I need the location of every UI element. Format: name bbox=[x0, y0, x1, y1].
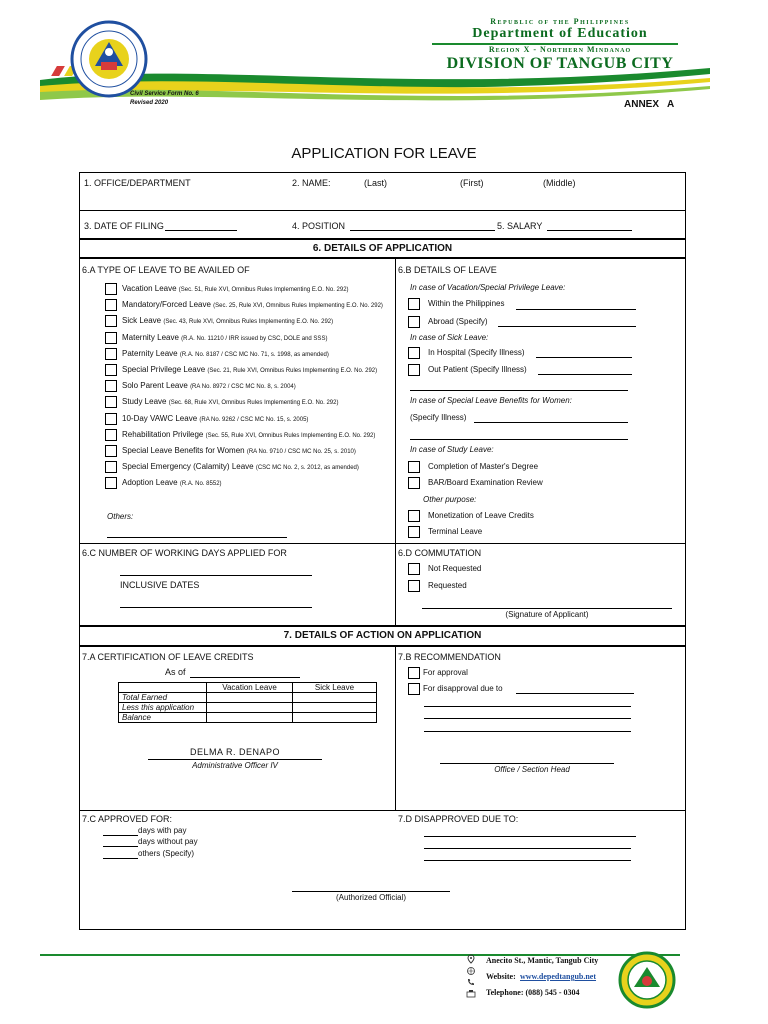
inclusive-dates-label: INCLUSIVE DATES bbox=[120, 580, 200, 590]
disapproved-reason-field[interactable] bbox=[424, 836, 636, 837]
division-seal-icon bbox=[618, 951, 676, 1009]
leave-type-item bbox=[122, 447, 356, 455]
position-label: 4. POSITION bbox=[292, 221, 346, 231]
leave-type-item bbox=[122, 382, 296, 390]
days-with-pay-label: days with pay bbox=[138, 826, 187, 835]
leave-type-item bbox=[122, 366, 377, 374]
leave-type-reference: (R.A. No. 8187 / CSC MC No. 71, s. 1998, as amended) bbox=[179, 351, 329, 358]
officer-title: Administrative Officer IV bbox=[192, 761, 278, 770]
days-with-pay-field[interactable] bbox=[103, 835, 138, 836]
leave-type-item bbox=[122, 479, 222, 487]
leave-type-name: Vacation Leave bbox=[122, 284, 177, 293]
outpatient-field-2[interactable] bbox=[410, 390, 628, 391]
inclusive-dates-field[interactable] bbox=[120, 607, 312, 608]
days-without-pay-field[interactable] bbox=[103, 846, 138, 847]
leave-type-checkbox[interactable] bbox=[105, 299, 117, 311]
working-days-field[interactable] bbox=[120, 575, 312, 576]
leave-type-name: Maternity Leave bbox=[122, 332, 179, 342]
certification-title: 7.A CERTIFICATION OF LEAVE CREDITS bbox=[82, 652, 254, 662]
requested-label: Requested bbox=[428, 581, 467, 590]
leave-type-checkbox[interactable] bbox=[105, 445, 117, 457]
disapproved-reason-field-3[interactable] bbox=[424, 860, 631, 861]
leave-type-name: Solo Parent Leave bbox=[122, 381, 188, 391]
women-illness-field[interactable] bbox=[474, 422, 628, 423]
leave-type-reference: (Sec. 21, Rule XVI, Omnibus Rules Implementing E.O. No. 292) bbox=[207, 368, 378, 374]
leave-type-item bbox=[122, 301, 383, 309]
masters-label: Completion of Master's Degree bbox=[428, 462, 539, 471]
balance-vacation[interactable] bbox=[207, 713, 293, 723]
recommendation-title: 7.B RECOMMENDATION bbox=[398, 652, 501, 662]
total-earned-vacation[interactable] bbox=[207, 693, 293, 703]
outpatient-field[interactable] bbox=[538, 374, 632, 375]
leave-type-name: Study Leave bbox=[122, 397, 167, 407]
leave-type-reference: (R.A. No. 11210 / IRR issued by CSC, DOLE and SSS) bbox=[181, 335, 328, 342]
row-divider bbox=[79, 210, 686, 211]
working-days-title: 6.C NUMBER OF WORKING DAYS APPLIED FOR bbox=[82, 548, 287, 558]
leave-type-item bbox=[122, 463, 359, 471]
disapproval-reason-field[interactable] bbox=[516, 693, 634, 694]
not-requested-checkbox[interactable] bbox=[408, 563, 420, 575]
balance-sick[interactable] bbox=[293, 713, 377, 723]
disapproval-reason-field-2[interactable] bbox=[424, 706, 631, 707]
details-title: 6.B DETAILS OF LEAVE bbox=[398, 265, 497, 275]
total-earned-label: Total Earned bbox=[119, 693, 207, 703]
leave-type-reference: (RA No. 9262 / CSC MC No. 15, s. 2005) bbox=[199, 416, 309, 423]
abroad-label: Abroad (Specify) bbox=[428, 317, 488, 326]
office-label: 1. OFFICE/DEPARTMENT bbox=[84, 178, 191, 188]
less-application-vacation[interactable] bbox=[207, 703, 293, 713]
abroad-checkbox[interactable] bbox=[408, 316, 420, 328]
for-disapproval-checkbox[interactable] bbox=[408, 683, 420, 695]
less-application-sick[interactable] bbox=[293, 703, 377, 713]
leave-type-reference: (Sec. 43, Rule XVI, Omnibus Rules Implementing E.O. No. 292) bbox=[163, 319, 334, 326]
masters-checkbox[interactable] bbox=[408, 461, 420, 473]
for-approval-label: For approval bbox=[423, 668, 468, 677]
form-revised: Revised 2020 bbox=[130, 100, 169, 106]
leave-type-reference: (R.A. No. 8552) bbox=[179, 481, 222, 488]
section-rule bbox=[79, 625, 686, 627]
position-field[interactable] bbox=[350, 230, 495, 231]
officer-name: DELMA R. DENAPO bbox=[189, 747, 281, 757]
terminal-checkbox[interactable] bbox=[408, 526, 420, 538]
leave-type-reference: (Sec. 25, Rule XVI, Omnibus Rules Implementing E.O. No. 292) bbox=[213, 303, 383, 310]
approved-for-title: 7.C APPROVED FOR: bbox=[82, 814, 173, 824]
col-vacation-header: Vacation Leave bbox=[207, 683, 293, 693]
footer-address: Anecito St., Mantic, Tangub City bbox=[486, 956, 599, 965]
vacation-case-label: In case of Vacation/Special Privilege Leave: bbox=[410, 283, 566, 292]
leave-type-name: 10-Day VAWC Leave bbox=[122, 413, 198, 423]
hospital-label: In Hospital (Specify Illness) bbox=[428, 348, 525, 357]
within-ph-checkbox[interactable] bbox=[408, 298, 420, 310]
monetization-label: Monetization of Leave Credits bbox=[428, 511, 534, 520]
footer-telephone: Telephone: (088) 545 - 0304 bbox=[486, 988, 580, 997]
leave-type-reference: (CSC MC No. 2, s. 2012, as amended) bbox=[255, 465, 359, 472]
name-first-label: (First) bbox=[460, 178, 484, 188]
officer-signature-line[interactable] bbox=[148, 759, 322, 760]
name-label: 2. NAME: bbox=[292, 178, 331, 188]
abroad-field[interactable] bbox=[498, 326, 636, 327]
hospital-checkbox[interactable] bbox=[408, 347, 420, 359]
monetization-checkbox[interactable] bbox=[408, 510, 420, 522]
leave-type-checkbox[interactable] bbox=[105, 396, 117, 408]
commutation-title: 6.D COMMUTATION bbox=[398, 548, 482, 558]
leave-type-name: Mandatory/Forced Leave bbox=[122, 300, 211, 310]
specify-illness-label: (Specify Illness) bbox=[410, 413, 467, 422]
other-purpose-label: Other purpose: bbox=[423, 495, 477, 504]
leave-type-name: Sick Leave bbox=[122, 316, 162, 326]
bar-review-checkbox[interactable] bbox=[408, 477, 420, 489]
as-of-label: As of bbox=[165, 667, 186, 677]
region-text: Region X - Northern Mindanao bbox=[488, 45, 632, 54]
disapproval-reason-field-3[interactable] bbox=[424, 718, 631, 719]
column-divider bbox=[395, 259, 396, 543]
section7-heading: 7. DETAILS OF ACTION ON APPLICATION bbox=[283, 630, 482, 641]
hospital-field[interactable] bbox=[536, 357, 632, 358]
salary-label: 5. SALARY bbox=[497, 221, 543, 231]
leave-type-checkbox[interactable] bbox=[105, 380, 117, 392]
leave-type-reference: (Sec. 55, Rule XVI, Omnibus Rules Implementing E.O. No. 292) bbox=[205, 432, 376, 439]
column-divider bbox=[395, 647, 396, 810]
deped-seal-icon bbox=[70, 20, 148, 98]
filing-label: 3. DATE OF FILING bbox=[84, 221, 164, 231]
leave-type-item bbox=[122, 398, 338, 406]
leave-type-name: Special Privilege Leave bbox=[122, 365, 206, 374]
for-approval-checkbox[interactable] bbox=[408, 667, 420, 679]
leave-type-item bbox=[122, 431, 375, 439]
globe-icon bbox=[466, 966, 476, 976]
bar-review-label: BAR/Board Examination Review bbox=[428, 478, 543, 487]
disapproval-reason-field-4[interactable] bbox=[424, 731, 631, 732]
column-divider bbox=[395, 543, 396, 625]
leave-type-checkbox[interactable] bbox=[105, 348, 117, 360]
row-divider bbox=[79, 543, 686, 544]
footer-website-link[interactable]: www.depedtangub.net bbox=[520, 972, 597, 981]
others-field[interactable] bbox=[107, 537, 287, 538]
leave-type-item bbox=[122, 334, 327, 342]
leave-type-name: Rehabilitation Privilege bbox=[122, 429, 204, 439]
leave-type-checkbox[interactable] bbox=[105, 477, 117, 489]
leave-type-checkbox[interactable] bbox=[105, 429, 117, 441]
name-last-label: (Last) bbox=[364, 178, 388, 188]
fax-icon bbox=[466, 989, 476, 999]
leave-type-reference: (RA No. 8972 / CSC MC No. 8, s. 2004) bbox=[190, 384, 296, 391]
disapproved-title: 7.D DISAPPROVED DUE TO: bbox=[398, 814, 519, 824]
name-middle-label: (Middle) bbox=[543, 178, 576, 188]
authorized-label: (Authorized Official) bbox=[335, 893, 407, 902]
within-ph-label: Within the Philippines bbox=[428, 299, 505, 308]
leave-type-title: 6.A TYPE OF LEAVE TO BE AVAILED OF bbox=[82, 265, 250, 275]
leave-type-checkbox[interactable] bbox=[105, 283, 117, 295]
for-disapproval-label: For disapproval due to bbox=[423, 684, 503, 693]
page-title: APPLICATION FOR LEAVE bbox=[291, 145, 477, 162]
salary-field[interactable] bbox=[547, 230, 632, 231]
leave-type-reference: (Sec. 51, Rule XVI, Omnibus Rules Implementing E.O. No. 292) bbox=[178, 287, 349, 293]
location-icon bbox=[466, 954, 476, 964]
authorized-signature-line[interactable] bbox=[292, 891, 450, 892]
others-label: Others: bbox=[107, 512, 134, 521]
republic-text: Republic of the Philippines bbox=[490, 17, 630, 26]
leave-type-reference: (RA No. 9710 / CSC MC No. 25, s. 2010) bbox=[246, 449, 356, 455]
within-ph-field[interactable] bbox=[516, 309, 636, 310]
section6-heading: 6. DETAILS OF APPLICATION bbox=[312, 243, 453, 254]
leave-credits-table bbox=[118, 682, 377, 723]
division-text: DIVISION OF TANGUB CITY bbox=[446, 55, 674, 72]
office-head-signature-line[interactable] bbox=[440, 763, 614, 764]
days-without-pay-label: days without pay bbox=[138, 837, 198, 846]
leave-type-name: Adoption Leave bbox=[122, 478, 178, 488]
leave-type-checkbox[interactable] bbox=[105, 364, 117, 376]
others-specify-label: others (Specify) bbox=[138, 849, 195, 858]
leave-type-name: Paternity Leave bbox=[122, 348, 178, 358]
requested-checkbox[interactable] bbox=[408, 580, 420, 592]
footer-website-label: Website: bbox=[486, 972, 516, 981]
leave-type-item bbox=[122, 285, 349, 293]
leave-type-checkbox[interactable] bbox=[105, 315, 117, 327]
outpatient-label: Out Patient (Specify Illness) bbox=[428, 365, 527, 374]
leave-type-item bbox=[122, 350, 329, 358]
form-number: Civil Service Form No. 6 bbox=[130, 91, 199, 97]
annex-label: ANNEX A bbox=[624, 99, 675, 110]
not-requested-label: Not Requested bbox=[428, 564, 482, 573]
women-case-label: In case of Special Leave Benefits for Women: bbox=[410, 396, 572, 405]
as-of-field[interactable] bbox=[190, 677, 300, 678]
others-specify-field[interactable] bbox=[103, 858, 138, 859]
leave-type-checkbox[interactable] bbox=[105, 461, 117, 473]
applicant-signature-label: (Signature of Applicant) bbox=[505, 610, 589, 619]
phone-icon bbox=[466, 977, 476, 987]
section-rule bbox=[79, 645, 686, 647]
leave-type-name: Special Emergency (Calamity) Leave bbox=[122, 462, 254, 472]
leave-type-reference: (Sec. 68, Rule XVI, Omnibus Rules Implementing E.O. No. 292) bbox=[168, 400, 339, 407]
office-head-label: Office / Section Head bbox=[494, 765, 570, 774]
study-case-label: In case of Study Leave: bbox=[410, 445, 494, 454]
col-sick-header: Sick Leave bbox=[293, 683, 377, 693]
total-earned-sick[interactable] bbox=[293, 693, 377, 703]
leave-type-checkbox[interactable] bbox=[105, 413, 117, 425]
less-application-label: Less this application bbox=[119, 703, 207, 713]
terminal-label: Terminal Leave bbox=[428, 527, 483, 536]
department-text: Department of Education bbox=[472, 26, 648, 41]
disapproved-reason-field-2[interactable] bbox=[424, 848, 631, 849]
section-rule bbox=[79, 238, 686, 240]
leave-type-item bbox=[122, 317, 333, 325]
filing-field[interactable] bbox=[165, 230, 237, 231]
sick-case-label: In case of Sick Leave: bbox=[410, 333, 489, 342]
applicant-signature-line[interactable] bbox=[422, 608, 672, 609]
leave-type-item bbox=[122, 415, 308, 423]
leave-type-name: Special Leave Benefits for Women bbox=[122, 446, 245, 455]
balance-label: Balance bbox=[119, 713, 207, 723]
leave-type-checkbox[interactable] bbox=[105, 332, 117, 344]
section-rule bbox=[79, 257, 686, 259]
row-divider bbox=[79, 810, 686, 811]
outpatient-checkbox[interactable] bbox=[408, 364, 420, 376]
women-illness-field-2[interactable] bbox=[410, 439, 628, 440]
